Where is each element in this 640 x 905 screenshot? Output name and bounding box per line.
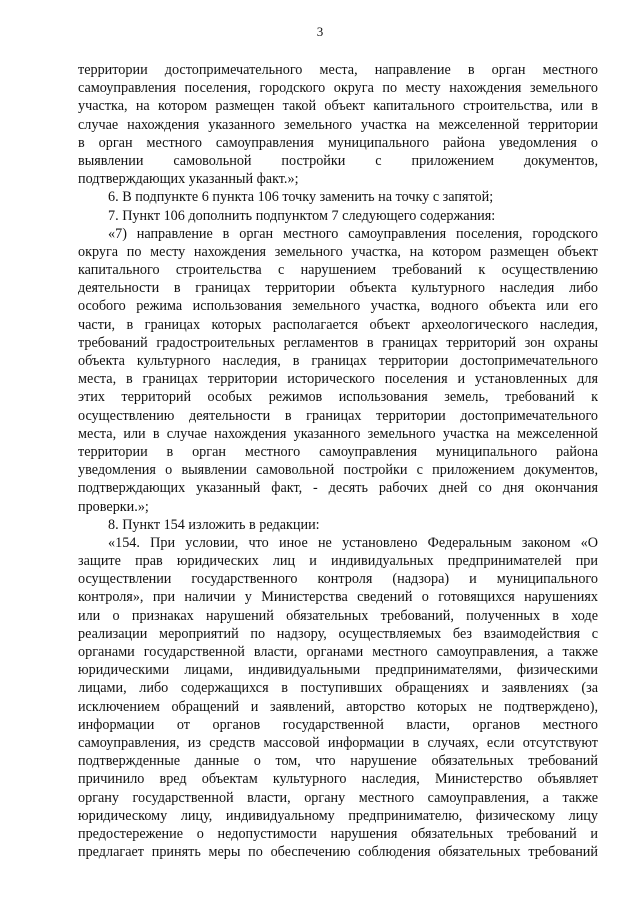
text-line: округа по месту нахождения земельного участка, на котором размещен объект [78, 243, 598, 260]
text-line: причинило вред объектам культурного наследия, Министерство объявляет [78, 771, 598, 788]
text-line: особого режима использования земельного участка, водного объекта или его [78, 298, 598, 315]
text-line: осуществлении государственного контроля (надзора) и муниципального [78, 571, 598, 588]
text-line: лицами, либо содержащихся в поступивших обращениях и заявлениях (за [78, 680, 598, 697]
text-line: деятельности в границах территории объекта культурного наследия либо [78, 280, 598, 297]
text-line: юридическому лицу, индивидуальному предпринимателю, физическому лицу [78, 807, 598, 824]
text-line: в орган местного самоуправления муниципального района уведомления о [78, 134, 598, 151]
text-line: территории в орган местного самоуправления муниципального района [78, 443, 598, 460]
text-line: предлагает принять меры по обеспечению соблюдения обязательных требований [78, 844, 598, 861]
text-line: места, в границах территории исторического поселения и установленных для [78, 371, 598, 388]
text-line: территории достопримечательного места, направление в орган местного [78, 62, 598, 78]
text-line: проверки.»; [78, 498, 149, 515]
text-line: места, или в случае нахождения указанного земельного участка на межселенной [78, 425, 598, 442]
text-line: органами государственной власти, органами местного самоуправления, а также [78, 644, 598, 660]
text-line: 6. В подпункте 6 пункта 106 точку заменить на точку с запятой; [108, 189, 494, 206]
text-line: предостережение о недопустимости нарушения обязательных требований и [78, 825, 598, 842]
text-line: этих территорий особых режимов использования земель, требований к [78, 389, 598, 406]
text-line: уведомления о выявлении самовольной постройки с приложением документов, [78, 462, 598, 479]
text-line: выявлении самовольной постройки с приложением документов, [78, 152, 598, 169]
text-line: или о признаках нарушений обязательных требований, полученных в ходе [78, 607, 598, 624]
text-line: самоуправления, из средств массовой информации в случаях, если отсутствуют [78, 734, 598, 751]
text-line: подтверждающих указанный факт, - десять рабочих дней со дня окончания [78, 480, 598, 497]
text-line: 7. Пункт 106 дополнить подпунктом 7 следующего содержания: [108, 207, 496, 224]
text-line: 8. Пункт 154 изложить в редакции: [108, 516, 320, 533]
text-line: требований градостроительных регламентов в границах территорий зон охраны [78, 334, 598, 351]
text-line: защите прав юридических лиц и индивидуальных предпринимателей при [78, 553, 598, 570]
text-line: части, в границах которых располагается объект археологического наследия, [78, 316, 598, 333]
text-line: юридическими лицами, индивидуальными предпринимателями, физическими [78, 662, 598, 679]
text-line: подтвержденные данные о том, что нарушение обязательных требований [78, 753, 598, 770]
text-line: подтверждающих указанный факт.»; [78, 171, 299, 188]
page-number: 3 [316, 24, 324, 39]
text-line: информации от органов государственной власти, органов местного [78, 716, 598, 733]
text-line: случае нахождения указанного земельного участка на межселенной территории [78, 116, 598, 133]
text-line: «7) направление в орган местного самоуправления поселения, городского [108, 225, 598, 242]
text-line: осуществлению деятельности в границах территории достопримечательного [78, 407, 598, 424]
text-line: участка, на котором размещен такой объект капитального строительства, или в [78, 98, 598, 115]
text-line: органу государственной власти, органу местного самоуправления, а также [78, 789, 598, 806]
text-line: исключением обращений и заявлений, авторство которых не подтверждено), [78, 698, 598, 715]
text-line: капитального строительства с нарушением требований к осуществлению [78, 262, 598, 279]
text-line: контроля», при наличии у Министерства сведений о готовящихся нарушениях [78, 589, 598, 606]
text-line: реализации мероприятий по надзору, осуществляемых без взаимодействия с [78, 625, 598, 642]
text-line: самоуправления поселения, городского округа по месту нахождения земельного [78, 80, 598, 97]
text-line: «154. При условии, что иное не установлено Федеральным законом «О [108, 534, 598, 551]
text-line: объекта культурного наследия, в границах территории достопримечательного [78, 353, 598, 369]
document-body [78, 61, 598, 861]
